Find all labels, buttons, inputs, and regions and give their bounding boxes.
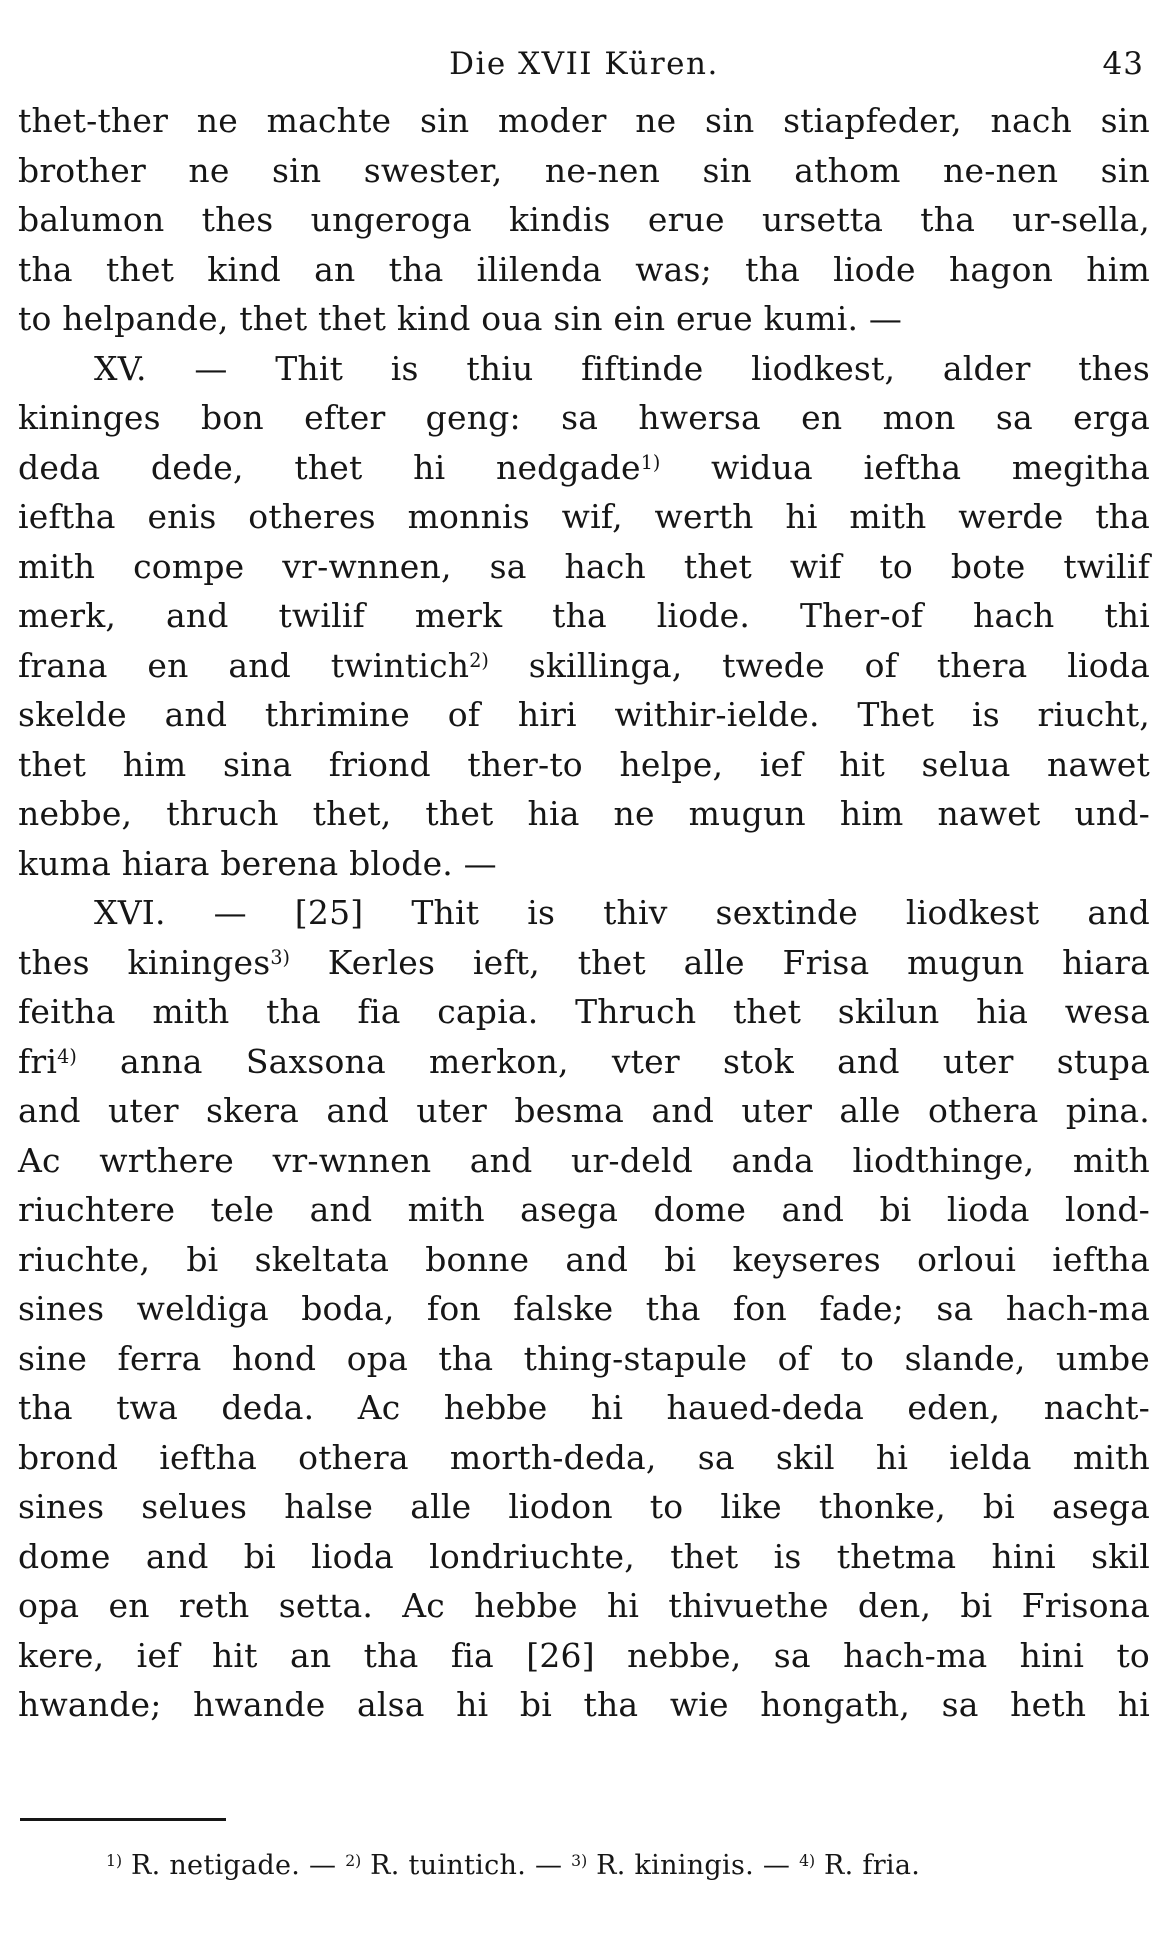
text-line: thet-ther ne machte sin moder ne sin stiapfeder, nach sin	[18, 101, 1150, 140]
text-body	[18, 96, 1150, 1730]
text-line: tha thet kind an tha ililenda was; tha liode hagon him	[18, 249, 1150, 289]
text-line: XVI. — [25] Thit is thiv sextinde liodkest and	[94, 893, 1150, 932]
text-line: tha twa deda. Ac hebbe hi haued-deda eden, nacht-	[18, 1388, 1150, 1427]
text-line: hwande; hwande alsa hi bi tha wie hongath, sa heth hi	[18, 1685, 1150, 1724]
text-line: XV. — Thit is thiu fiftinde liodkest, alder thes	[94, 348, 1150, 388]
text-line: frana en and twintich$^{2)}$ skillinga, twede of thera lioda	[18, 645, 1150, 685]
text-line: kuma hiara berena blode. —	[18, 843, 497, 883]
footnote-marker: 4)	[57, 1044, 77, 1068]
text-line: brother ne sin swester, ne-nen sin athom ne-nen sin	[18, 150, 1150, 190]
footnote-marker: 4)	[799, 1851, 816, 1871]
footnote-line: $^{1)}$ R. netigade. — $^{2)}$ R. tuintich. — $^{3)}$ R. kiningis. — $^{4)}$ R. fria.	[106, 1850, 921, 1881]
text-line: sines selues halse alle liodon to like thonke, bi asega	[18, 1487, 1150, 1526]
text-line: dome and bi lioda londriuchte, thet is thetma hini skil	[18, 1536, 1150, 1576]
footnote-marker: 1)	[106, 1851, 123, 1871]
text-line: deda dede, thet hi nedgade$^{1)}$ widua ieftha megitha	[18, 447, 1150, 487]
text-line: riuchte, bi skeltata bonne and bi keyseres orloui ieftha	[18, 1239, 1150, 1279]
running-title: Die XVII Küren.	[449, 46, 719, 82]
text-line: kere, ief hit an tha fia [26] nebbe, sa hach-ma hini to	[18, 1635, 1150, 1675]
page-number: 43	[1102, 46, 1144, 82]
footnote-marker: 1)	[640, 450, 661, 474]
text-line: opa en reth setta. Ac hebbe hi thivuethe den, bi Frisona	[18, 1586, 1150, 1625]
text-line: nebbe, thruch thet, thet hia ne mugun him nawet und-	[18, 794, 1150, 833]
text-line: thes kininges$^{3)}$ Kerles ieft, thet alle Frisa mugun hiara	[18, 942, 1150, 982]
text-line: merk, and twilif merk tha liode. Ther-of hach thi	[18, 596, 1150, 635]
text-line: to helpande, thet thet kind oua sin ein erue kumi. —	[18, 299, 903, 338]
text-line: brond ieftha othera morth-deda, sa skil hi ielda mith	[18, 1437, 1150, 1477]
text-line: ieftha enis otheres monnis wif, werth hi mith werde tha	[18, 497, 1150, 536]
page-header	[0, 44, 1168, 84]
text-line: mith compe vr-wnnen, sa hach thet wif to bote twilif	[18, 546, 1150, 586]
footnote-marker: 3)	[270, 945, 291, 969]
footnote-marker: 2)	[469, 648, 489, 672]
text-line: and uter skera and uter besma and uter alle othera pina.	[18, 1091, 1150, 1130]
text-line: thet him sina friond ther-to helpe, ief hit selua nawet	[18, 744, 1150, 784]
text-line: feitha mith tha fia capia. Thruch thet skilun hia wesa	[18, 992, 1150, 1031]
text-line: sine ferra hond opa tha thing-stapule of to slande, umbe	[18, 1338, 1150, 1378]
text-line: balumon thes ungeroga kindis erue ursetta tha ur-sella,	[18, 200, 1150, 239]
text-line: skelde and thrimine of hiri withir-ielde. Thet is riucht,	[18, 695, 1150, 734]
footnote-marker: 3)	[571, 1851, 588, 1871]
footnote-separator	[20, 1818, 226, 1821]
text-line: fri$^{4)}$ anna Saxsona merkon, vter stok and uter stupa	[18, 1041, 1150, 1081]
text-line: kininges bon efter geng: sa hwersa en mon sa erga	[18, 398, 1150, 437]
text-line: sines weldiga boda, fon falske tha fon fade; sa hach-ma	[18, 1289, 1150, 1328]
text-line: Ac wrthere vr-wnnen and ur-deld anda liodthinge, mith	[18, 1140, 1150, 1180]
footnote-marker: 2)	[345, 1851, 362, 1871]
text-line: riuchtere tele and mith asega dome and bi lioda lond-	[18, 1190, 1150, 1229]
